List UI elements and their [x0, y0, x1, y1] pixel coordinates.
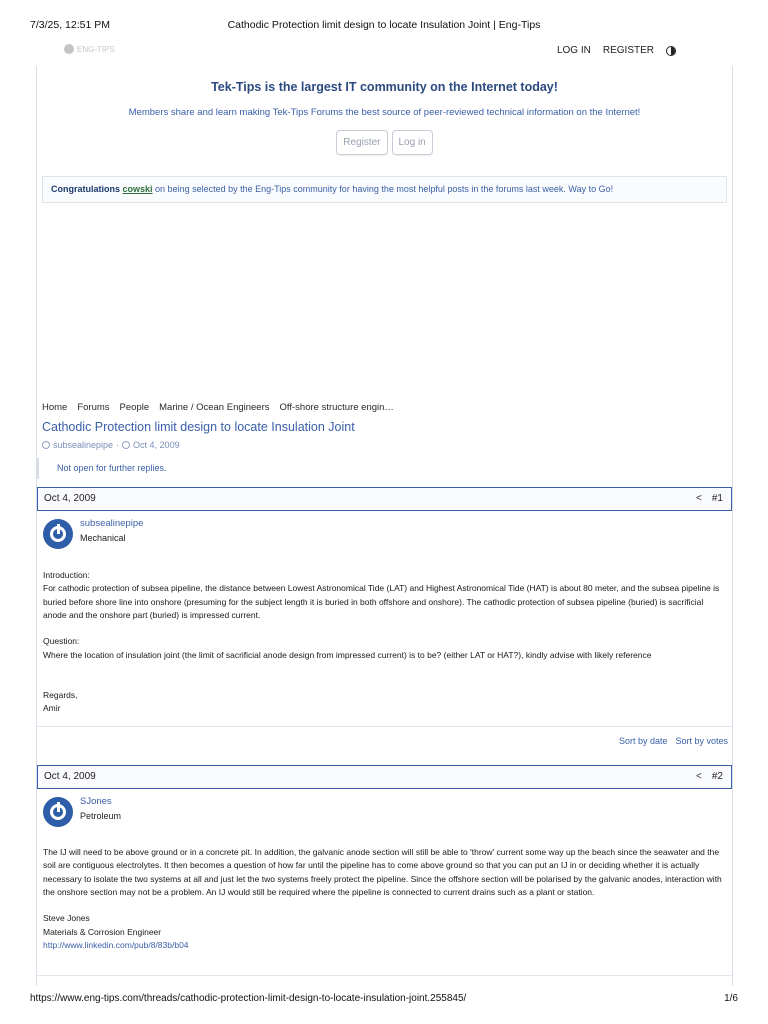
account-nav — [557, 45, 676, 56]
logo-icon — [64, 44, 74, 54]
print-date: 7/3/25, 12:51 PM — [30, 19, 110, 31]
signature-link[interactable]: http://www.linkedin.com/pub/8/83b/b04 — [43, 940, 189, 951]
print-title: Cathodic Protection limit design to locate Insulation Joint | Eng-Tips — [227, 19, 541, 31]
login-link[interactable]: LOG IN — [556, 45, 591, 56]
breadcrumb-marine[interactable]: Marine / Ocean Engineers — [159, 402, 270, 413]
sort-bar — [619, 736, 728, 746]
print-page-number: 1/6 — [724, 993, 738, 1004]
register-link[interactable]: REGISTER — [602, 45, 654, 56]
post-body — [43, 846, 726, 952]
congrats-message: on being selected by the Eng-Tips community for having the most helpful posts in the forums last week. Way to Go! — [155, 184, 614, 194]
post-text: Question: — [43, 636, 80, 647]
theme-toggle-icon[interactable] — [666, 46, 676, 56]
divider — [37, 975, 732, 976]
post-date[interactable]: Oct 4, 2009 — [44, 771, 96, 782]
post-header — [37, 765, 732, 789]
post-user-title: Petroleum — [80, 811, 122, 821]
post-text: Steve Jones — [43, 913, 90, 924]
print-url: https://www.eng-tips.com/threads/cathodic-protection-limit-design-to-locate-insulation-joint.255845/ — [30, 993, 467, 1004]
breadcrumb-offshore[interactable]: Off-shore structure engin… — [279, 402, 394, 413]
post-text: Materials & Corrosion Engineer — [43, 926, 162, 937]
post-date[interactable]: Oct 4, 2009 — [44, 493, 96, 504]
post-username[interactable]: subsealinepipe — [80, 518, 144, 529]
breadcrumb-home[interactable]: Home — [42, 402, 68, 413]
post-text: Introduction: — [43, 570, 90, 580]
post-user-title: Mechanical — [80, 533, 126, 543]
thread-title: Cathodic Protection limit design to locate Insulation Joint — [42, 420, 355, 434]
avatar[interactable] — [43, 797, 73, 827]
main-content — [36, 66, 733, 986]
user-icon — [42, 441, 50, 449]
post-username[interactable]: SJones — [80, 796, 112, 807]
post-header — [37, 487, 732, 511]
congrats-banner — [42, 176, 727, 203]
post-number[interactable]: #1 — [711, 493, 723, 504]
post-text: Regards, — [43, 689, 78, 700]
post-text: For cathodic protection of subsea pipeline, the distance between Lowest Astronomical Tide (LAT) and Highest Astronomical Tide (HAT) is about 80 meter, and the subsea pipeline is buried before shore line into onshore (presuming for the subject length it is buried in both offshore and onshore). The cathodic protection of subsea pipeline (buried) is sacrificial anode and the onshore part (buried) is impressed current. — [43, 583, 720, 620]
print-footer — [30, 993, 738, 1004]
breadcrumb — [42, 402, 394, 413]
closed-notice: Not open for further replies. — [37, 458, 732, 479]
login-button[interactable]: Log in — [392, 130, 433, 155]
post-text: The IJ will need to be above ground or in a concrete pit. In addition, the galvanic anode section will still be able to 'throw' current some way up the beach since the seawater and the soil are contiguous electrolytes. It then becomes a question of how far until the pipeline has to come above ground so that you can put an IJ in or deciding whether it is actually necessary to isolate the two systems at all and just let the two systems freely protect the pipeline. Since the offshore section will be polarised by the galvanic anodes, interaction with the onshore section may not be a problem. An IJ would still be required where the pipeline is connected to current drains such as a plant or station. — [43, 847, 722, 897]
meta-separator: · — [116, 440, 120, 450]
congrats-prefix: Congratulations — [51, 184, 120, 194]
share-icon[interactable]: < — [696, 493, 702, 504]
post-number[interactable]: #2 — [711, 771, 723, 782]
promo-title: Tek-Tips is the largest IT community on the Internet today! — [211, 80, 558, 94]
congrats-user-link[interactable]: cowski — [122, 184, 153, 194]
thread-date[interactable]: Oct 4, 2009 — [133, 440, 180, 450]
share-icon[interactable]: < — [696, 771, 702, 782]
logo-text: ENG-TIPS — [77, 44, 115, 54]
thread-meta — [42, 440, 180, 450]
divider — [37, 726, 732, 727]
sort-by-votes-tab[interactable]: Sort by votes — [675, 736, 728, 746]
post-text: Where the location of insulation joint (the limit of sacrificial anode design from impressed current) is to be? (either LAT or HAT?), kindly advise with likely reference — [43, 649, 652, 660]
promo-subtitle: Members share and learn making Tek-Tips Forums the best source of peer-reviewed technical information on the Internet! — [128, 107, 641, 118]
post-text: Amir — [43, 702, 61, 713]
clock-icon — [122, 441, 130, 449]
promo-buttons — [37, 130, 732, 155]
site-logo[interactable] — [64, 44, 115, 54]
register-button[interactable]: Register — [336, 130, 387, 155]
print-header — [30, 19, 738, 33]
post-body — [43, 569, 726, 715]
thread-author[interactable]: subsealinepipe — [53, 440, 114, 450]
top-bar — [36, 42, 732, 62]
sort-by-date-tab[interactable]: Sort by date — [618, 736, 668, 746]
breadcrumb-forums[interactable]: Forums — [77, 402, 110, 413]
avatar[interactable] — [43, 519, 73, 549]
breadcrumb-people[interactable]: People — [119, 402, 150, 413]
